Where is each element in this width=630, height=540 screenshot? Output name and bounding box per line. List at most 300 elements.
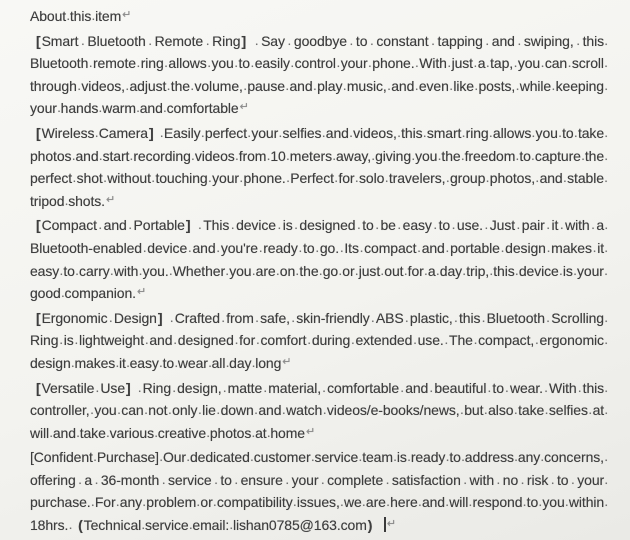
- space-dot-icon: ·: [108, 312, 113, 328]
- space-mark: [359, 240, 364, 256]
- space-mark: [543, 380, 549, 396]
- space-dot-icon: ·: [161, 474, 166, 490]
- space-mark: [143, 402, 149, 421]
- space-mark: [102, 170, 108, 189]
- space-mark: [250, 55, 255, 74]
- space-dot-icon: ·: [166, 80, 171, 96]
- space-mark: [322, 402, 327, 421]
- space-mark: [243, 78, 248, 94]
- space-mark: [513, 402, 518, 421]
- space-mark: [581, 148, 585, 164]
- space-mark: [339, 494, 344, 513]
- space-dot-icon: ·: [487, 382, 492, 398]
- space-mark: [225, 355, 229, 371]
- space-mark: [461, 148, 465, 164]
- space-dot-icon: ·: [577, 382, 582, 398]
- space-mark: [494, 472, 503, 488]
- space-dot-icon: ·: [206, 58, 212, 74]
- space-dot-icon: ·: [56, 103, 62, 119]
- space-mark: [167, 402, 172, 421]
- space-dot-icon: ·: [358, 452, 363, 468]
- space-mark: [185, 449, 191, 468]
- paragraph[interactable]: [Confident · Purchase] · Our · dedicated · customer · service · team · is · ready · to · address · any · concerns, · offering · a · 36-month · service · to · ensure · your · complete · satisfaction · with · no · risk · to · your · purchase. · For · any · problem · or · compatibility · issues, · we · are · here · and · will · respond · to · you · within · 18hrs. · (Technical · service · email: · lishan0785@163.com) ↵: [30, 449, 609, 536]
- space-mark: [384, 170, 389, 189]
- space-mark: [144, 332, 149, 351]
- space-dot-icon: ·: [239, 173, 244, 189]
- space-dot-icon: ·: [230, 220, 235, 236]
- space-mark: [515, 148, 519, 164]
- space-dot-icon: ·: [310, 452, 315, 468]
- space-dot-icon: ·: [74, 335, 79, 351]
- space-dot-icon: ·: [137, 382, 142, 398]
- space-mark: [163, 55, 169, 74]
- space-dot-icon: ·: [339, 497, 344, 513]
- paragraph-mark-icon: ↵: [282, 355, 292, 368]
- space-dot-icon: ·: [513, 452, 519, 468]
- space-dot-icon: ·: [546, 220, 551, 236]
- space-mark: [251, 425, 255, 441]
- space-dot-icon: ·: [234, 474, 239, 490]
- space-dot-icon: ·: [266, 427, 271, 443]
- space-mark: [77, 78, 82, 94]
- space-mark: [336, 55, 341, 74]
- space-mark: [392, 449, 398, 468]
- space-mark: [489, 125, 493, 141]
- space-dot-icon: ·: [453, 312, 458, 328]
- space-mark: [158, 449, 164, 468]
- fullwidth-open-bracket: [: [36, 379, 41, 396]
- space-mark: [315, 240, 320, 256]
- space-mark: [414, 78, 419, 94]
- space-mark: [396, 217, 403, 236]
- space-mark: [66, 8, 70, 24]
- space-dot-icon: ·: [92, 452, 98, 468]
- space-dot-icon: ·: [572, 265, 578, 281]
- space-dot-icon: ·: [80, 35, 86, 51]
- space-dot-icon: ·: [590, 220, 596, 236]
- space-mark: [285, 33, 294, 49]
- space-dot-icon: ·: [212, 497, 217, 513]
- space-dot-icon: ·: [451, 220, 456, 236]
- space-dot-icon: ·: [485, 173, 490, 189]
- space-dot-icon: ·: [229, 520, 234, 536]
- space-mark: [489, 263, 493, 279]
- space-mark: [229, 517, 234, 536]
- space-mark: [281, 402, 286, 421]
- space-dot-icon: ·: [138, 265, 143, 281]
- space-mark: [171, 380, 177, 396]
- space-dot-icon: ·: [538, 497, 543, 513]
- space-mark: [412, 332, 418, 351]
- space-dot-icon: ·: [531, 127, 536, 143]
- space-mark: [535, 170, 540, 189]
- space-mark: [169, 263, 173, 279]
- space-mark: [370, 310, 376, 326]
- space-dot-icon: ·: [285, 80, 290, 96]
- space-mark: [255, 332, 260, 351]
- space-mark: [138, 263, 142, 279]
- space-mark: [417, 494, 422, 513]
- space-mark: [212, 472, 221, 488]
- paragraph-mark-icon: ↵: [305, 425, 316, 438]
- space-mark: [208, 355, 212, 371]
- space-mark: [206, 55, 212, 74]
- space-dot-icon: ·: [336, 58, 341, 74]
- space-dot-icon: ·: [190, 150, 196, 166]
- paragraph-mark-icon: ↵: [386, 518, 397, 531]
- fullwidth-open-bracket: [: [36, 32, 41, 49]
- space-dot-icon: ·: [559, 220, 564, 236]
- fullwidth-close-bracket: ]: [157, 309, 163, 326]
- space-mark: [99, 148, 103, 164]
- space-mark: [474, 78, 479, 94]
- space-dot-icon: ·: [535, 173, 540, 189]
- space-dot-icon: ·: [406, 452, 412, 468]
- space-dot-icon: ·: [89, 405, 95, 421]
- space-dot-icon: ·: [258, 242, 263, 258]
- space-dot-icon: ·: [374, 220, 380, 236]
- space-dot-icon: ·: [321, 127, 326, 143]
- space-dot-icon: ·: [129, 150, 134, 166]
- space-dot-icon: ·: [94, 474, 99, 490]
- space-dot-icon: ·: [473, 335, 478, 351]
- space-dot-icon: ·: [253, 405, 259, 421]
- space-dot-icon: ·: [197, 405, 202, 421]
- space-mark: [92, 449, 98, 468]
- space-dot-icon: ·: [397, 220, 402, 236]
- space-mark: [544, 402, 549, 421]
- space-mark: [321, 380, 327, 396]
- space-dot-icon: ·: [433, 220, 438, 236]
- space-dot-icon: ·: [417, 497, 422, 513]
- space-dot-icon: ·: [384, 173, 389, 189]
- space-dot-icon: ·: [76, 80, 82, 96]
- space-dot-icon: ·: [88, 58, 93, 74]
- space-mark: [162, 100, 168, 119]
- space-mark: [387, 78, 392, 94]
- space-dot-icon: ·: [171, 382, 177, 398]
- space-dot-icon: ·: [64, 195, 69, 211]
- space-mark: [168, 310, 174, 326]
- space-mark: [135, 100, 141, 119]
- space-dot-icon: ·: [514, 265, 519, 281]
- space-mark: [338, 263, 342, 279]
- space-dot-icon: ·: [125, 357, 131, 373]
- space-dot-icon: ·: [543, 382, 549, 398]
- space-mark: [504, 380, 510, 396]
- space-dot-icon: ·: [49, 427, 54, 443]
- space-dot-icon: ·: [349, 35, 354, 51]
- space-mark: [75, 263, 79, 279]
- fullwidth-open-bracket: [: [36, 309, 41, 326]
- space-dot-icon: ·: [290, 58, 295, 74]
- space-dot-icon: ·: [225, 265, 230, 281]
- space-dot-icon: ·: [385, 497, 391, 513]
- space-mark: [126, 355, 130, 371]
- space-dot-icon: ·: [504, 382, 510, 398]
- space-dot-icon: ·: [546, 242, 551, 258]
- paragraph-mark-icon: ↵: [122, 9, 132, 21]
- space-mark: [64, 193, 68, 209]
- space-dot-icon: ·: [416, 242, 422, 258]
- space-dot-icon: ·: [287, 35, 292, 51]
- space-dot-icon: ·: [293, 220, 299, 236]
- space-mark: [399, 380, 405, 396]
- space-dot-icon: ·: [144, 335, 149, 351]
- text-caret: [384, 517, 386, 532]
- space-mark: [115, 355, 119, 371]
- space-mark: [115, 494, 120, 513]
- space-mark: [74, 332, 79, 351]
- space-dot-icon: ·: [459, 405, 465, 421]
- space-mark: [187, 240, 192, 256]
- space-mark: [355, 263, 359, 279]
- space-dot-icon: ·: [369, 35, 375, 51]
- space-mark: [334, 170, 339, 189]
- space-dot-icon: ·: [125, 80, 130, 96]
- space-dot-icon: ·: [71, 150, 76, 166]
- space-mark: [424, 263, 428, 279]
- space-mark: [590, 217, 597, 236]
- space-dot-icon: ·: [234, 335, 239, 351]
- space-mark: [196, 217, 203, 236]
- space-mark: [89, 402, 95, 421]
- space-dot-icon: ·: [187, 242, 192, 258]
- paragraph-mark-icon: ↵: [239, 101, 249, 114]
- space-dot-icon: ·: [423, 265, 428, 281]
- space-mark: [233, 55, 239, 74]
- space-dot-icon: ·: [249, 452, 255, 468]
- space-mark: [574, 125, 578, 141]
- space-dot-icon: ·: [275, 265, 280, 281]
- space-dot-icon: ·: [72, 173, 77, 189]
- space-mark: [212, 494, 217, 513]
- space-dot-icon: ·: [220, 312, 226, 328]
- space-dot-icon: ·: [354, 173, 359, 189]
- fullwidth-close-paren: ): [367, 517, 373, 534]
- space-dot-icon: ·: [318, 265, 323, 281]
- space-mark: [60, 285, 65, 304]
- space-mark: [559, 263, 563, 279]
- fullwidth-open-paren: (: [78, 517, 83, 534]
- space-dot-icon: ·: [445, 497, 450, 513]
- space-mark: [92, 472, 101, 488]
- space-mark: [558, 217, 565, 236]
- space-mark: [513, 449, 519, 468]
- space-mark: [116, 402, 122, 421]
- space-mark: [293, 217, 300, 236]
- space-mark: [461, 125, 465, 141]
- space-dot-icon: ·: [70, 357, 75, 373]
- space-mark: [142, 240, 147, 256]
- space-dot-icon: ·: [485, 35, 490, 51]
- space-mark: [58, 332, 64, 351]
- space-dot-icon: ·: [403, 265, 408, 281]
- space-mark: [78, 33, 87, 49]
- space-dot-icon: ·: [412, 335, 418, 351]
- space-dot-icon: ·: [489, 265, 494, 281]
- space-dot-icon: ·: [66, 11, 71, 26]
- space-mark: [319, 263, 323, 279]
- space-mark: [540, 55, 545, 74]
- space-dot-icon: ·: [234, 150, 239, 166]
- space-dot-icon: ·: [142, 242, 147, 258]
- space-mark: [414, 55, 420, 74]
- space-dot-icon: ·: [411, 150, 416, 166]
- space-dot-icon: ·: [254, 312, 260, 328]
- space-dot-icon: ·: [136, 58, 141, 74]
- space-mark: [68, 517, 73, 536]
- space-dot-icon: ·: [91, 11, 96, 26]
- space-mark: [432, 217, 439, 236]
- space-dot-icon: ·: [500, 242, 505, 258]
- space-mark: [108, 310, 114, 326]
- paragraph[interactable]: [Compact · and · Portable] · This · device · is · designed · to · be · easy · to · use. · Just · pair · it · with · a · Bluetooth-enabled · device · and · you're · ready · to · go. · Its · compact · and · portable · design · makes · it · easy · to · carry · with · you. · Whether · you · are · on · the · go · or · just · out · for · a · day · trip, · this · device · is · your · good · companion.↵: [30, 217, 609, 304]
- space-dot-icon: ·: [74, 265, 80, 281]
- space-dot-icon: ·: [338, 265, 343, 281]
- space-mark: [188, 517, 193, 536]
- space-mark: [545, 217, 552, 236]
- space-mark: [453, 310, 459, 326]
- space-dot-icon: ·: [396, 127, 402, 143]
- space-dot-icon: ·: [562, 173, 567, 189]
- paragraph-mark-icon: ↵: [136, 286, 147, 299]
- space-mark: [342, 78, 347, 94]
- space-dot-icon: ·: [247, 127, 252, 143]
- space-dot-icon: ·: [515, 150, 520, 166]
- space-mark: [354, 170, 359, 189]
- space-dot-icon: ·: [334, 173, 339, 189]
- space-mark: [94, 380, 100, 396]
- space-dot-icon: ·: [481, 312, 486, 328]
- space-dot-icon: ·: [361, 497, 366, 513]
- space-mark: [515, 33, 524, 49]
- space-mark: [159, 355, 163, 371]
- space-mark: [267, 425, 271, 441]
- space-dot-icon: ·: [151, 173, 156, 189]
- space-mark: [76, 472, 85, 488]
- space-dot-icon: ·: [315, 242, 320, 258]
- space-mark: [71, 355, 75, 371]
- space-mark: [141, 517, 146, 536]
- space-dot-icon: ·: [445, 242, 450, 258]
- space-mark: [318, 472, 327, 488]
- space-dot-icon: ·: [534, 335, 539, 351]
- space-mark: [380, 263, 384, 279]
- space-dot-icon: ·: [115, 497, 120, 513]
- space-mark: [290, 55, 295, 74]
- space-dot-icon: ·: [200, 127, 205, 143]
- space-dot-icon: ·: [515, 80, 520, 96]
- space-mark: [285, 78, 290, 94]
- space-dot-icon: ·: [435, 265, 440, 281]
- space-dot-icon: ·: [285, 474, 290, 490]
- space-mark: [276, 217, 283, 236]
- space-dot-icon: ·: [263, 382, 268, 398]
- space-dot-icon: ·: [540, 452, 545, 468]
- space-mark: [278, 125, 282, 141]
- space-dot-icon: ·: [520, 474, 525, 490]
- space-mark: [449, 78, 454, 94]
- space-mark: [306, 332, 312, 351]
- space-mark: [540, 449, 545, 468]
- space-dot-icon: ·: [159, 127, 164, 143]
- space-mark: [262, 380, 268, 396]
- space-dot-icon: ·: [95, 382, 100, 398]
- space-mark: [551, 78, 556, 94]
- space-mark: [283, 472, 292, 488]
- space-mark: [91, 8, 95, 24]
- paragraph[interactable]: [Smart · Bluetooth · Remote · Ring] · Say · goodbye · to · constant · tapping · and · swiping, · this · Bluetooth · remote · ring · allows · you · to · easily · control · your · phone. · With · just · a · tap, · you · can · scroll · through · videos, · adjust · the · volume, · pause · and · play · music, · and · even · like · posts, · while · keeping · your · hands · warm · and · comfortable↵: [30, 32, 609, 119]
- space-mark: [239, 170, 244, 189]
- space-mark: [534, 332, 539, 351]
- space-mark: [339, 240, 344, 256]
- space-dot-icon: ·: [206, 427, 211, 443]
- paragraph[interactable]: [Ergonomic · Design] · Crafted · from · safe, · skin-friendly · ABS · plastic, · this · Bluetooth · Scrolling · Ring · is · lightweight · and · designed · for · comfort · during · extended · use. · The · compact, · ergonomic · design · makes · it · easy · to · wear · all · day · long↵: [30, 309, 609, 373]
- space-mark: [462, 263, 466, 279]
- space-mark: [459, 402, 465, 421]
- space-dot-icon: ·: [592, 242, 597, 258]
- space-mark: [206, 425, 210, 441]
- space-dot-icon: ·: [109, 265, 114, 281]
- space-dot-icon: ·: [162, 103, 168, 119]
- fullwidth-open-bracket: [: [36, 217, 41, 234]
- paragraph[interactable]: [Wireless · Camera] · Easily · perfect · your · selfies · and · videos, · this · smart · ring · allows · you · to · take · photos · and · start · recording · videos · from · 10 · meters · away, · giving · you · the · freedom · to · capture · the · perfect · shot · without · touching · your · phone. · Perfect · for · solo · travelers, · group · photos, · and · stable · tripod · shots.↵: [30, 124, 609, 211]
- space-mark: [349, 125, 353, 141]
- space-mark: [90, 494, 95, 513]
- space-dot-icon: ·: [386, 80, 392, 96]
- space-mark: [468, 494, 473, 513]
- space-mark: [235, 148, 239, 164]
- space-mark: [588, 402, 593, 421]
- space-mark: [201, 125, 205, 141]
- document-title-paragraph[interactable]: [30, 5, 604, 30]
- space-dot-icon: ·: [94, 127, 99, 143]
- space-mark: [522, 494, 527, 513]
- space-mark: [203, 33, 212, 49]
- document-title-text: About · this · item: [30, 8, 122, 26]
- space-dot-icon: ·: [298, 242, 303, 258]
- space-dot-icon: ·: [356, 220, 361, 236]
- space-mark: [473, 332, 478, 351]
- space-dot-icon: ·: [190, 80, 195, 96]
- space-dot-icon: ·: [167, 405, 172, 421]
- space-dot-icon: ·: [513, 58, 518, 74]
- space-mark: [220, 310, 226, 326]
- space-dot-icon: ·: [58, 335, 64, 351]
- space-mark: [295, 263, 299, 279]
- space-dot-icon: ·: [460, 452, 466, 468]
- paragraph-mark-icon: ↵: [105, 193, 116, 206]
- space-mark: [313, 78, 318, 94]
- space-dot-icon: ·: [158, 357, 164, 373]
- space-dot-icon: ·: [573, 127, 578, 143]
- space-mark: [397, 125, 401, 141]
- space-dot-icon: ·: [544, 405, 549, 421]
- space-dot-icon: ·: [116, 405, 122, 421]
- space-mark: [367, 33, 376, 49]
- space-mark: [480, 310, 486, 326]
- fullwidth-close-bracket: ]: [185, 217, 191, 234]
- space-mark: [298, 240, 303, 256]
- paragraph[interactable]: [Versatile · Use] · Ring · design, · matte · material, · comfortable · and · beautiful · to · wear. · With · this · controller, · you · can · not · only · lie · down · and · watch · videos/e-books/news, · but · also · take · selfies · at · will · and · take · various · creative · photos · at · home↵: [30, 379, 609, 443]
- space-mark: [460, 449, 466, 468]
- space-mark: [423, 125, 427, 141]
- space-dot-icon: ·: [322, 405, 327, 421]
- space-dot-icon: ·: [445, 452, 450, 468]
- space-dot-icon: ·: [545, 312, 551, 328]
- space-dot-icon: ·: [463, 474, 468, 490]
